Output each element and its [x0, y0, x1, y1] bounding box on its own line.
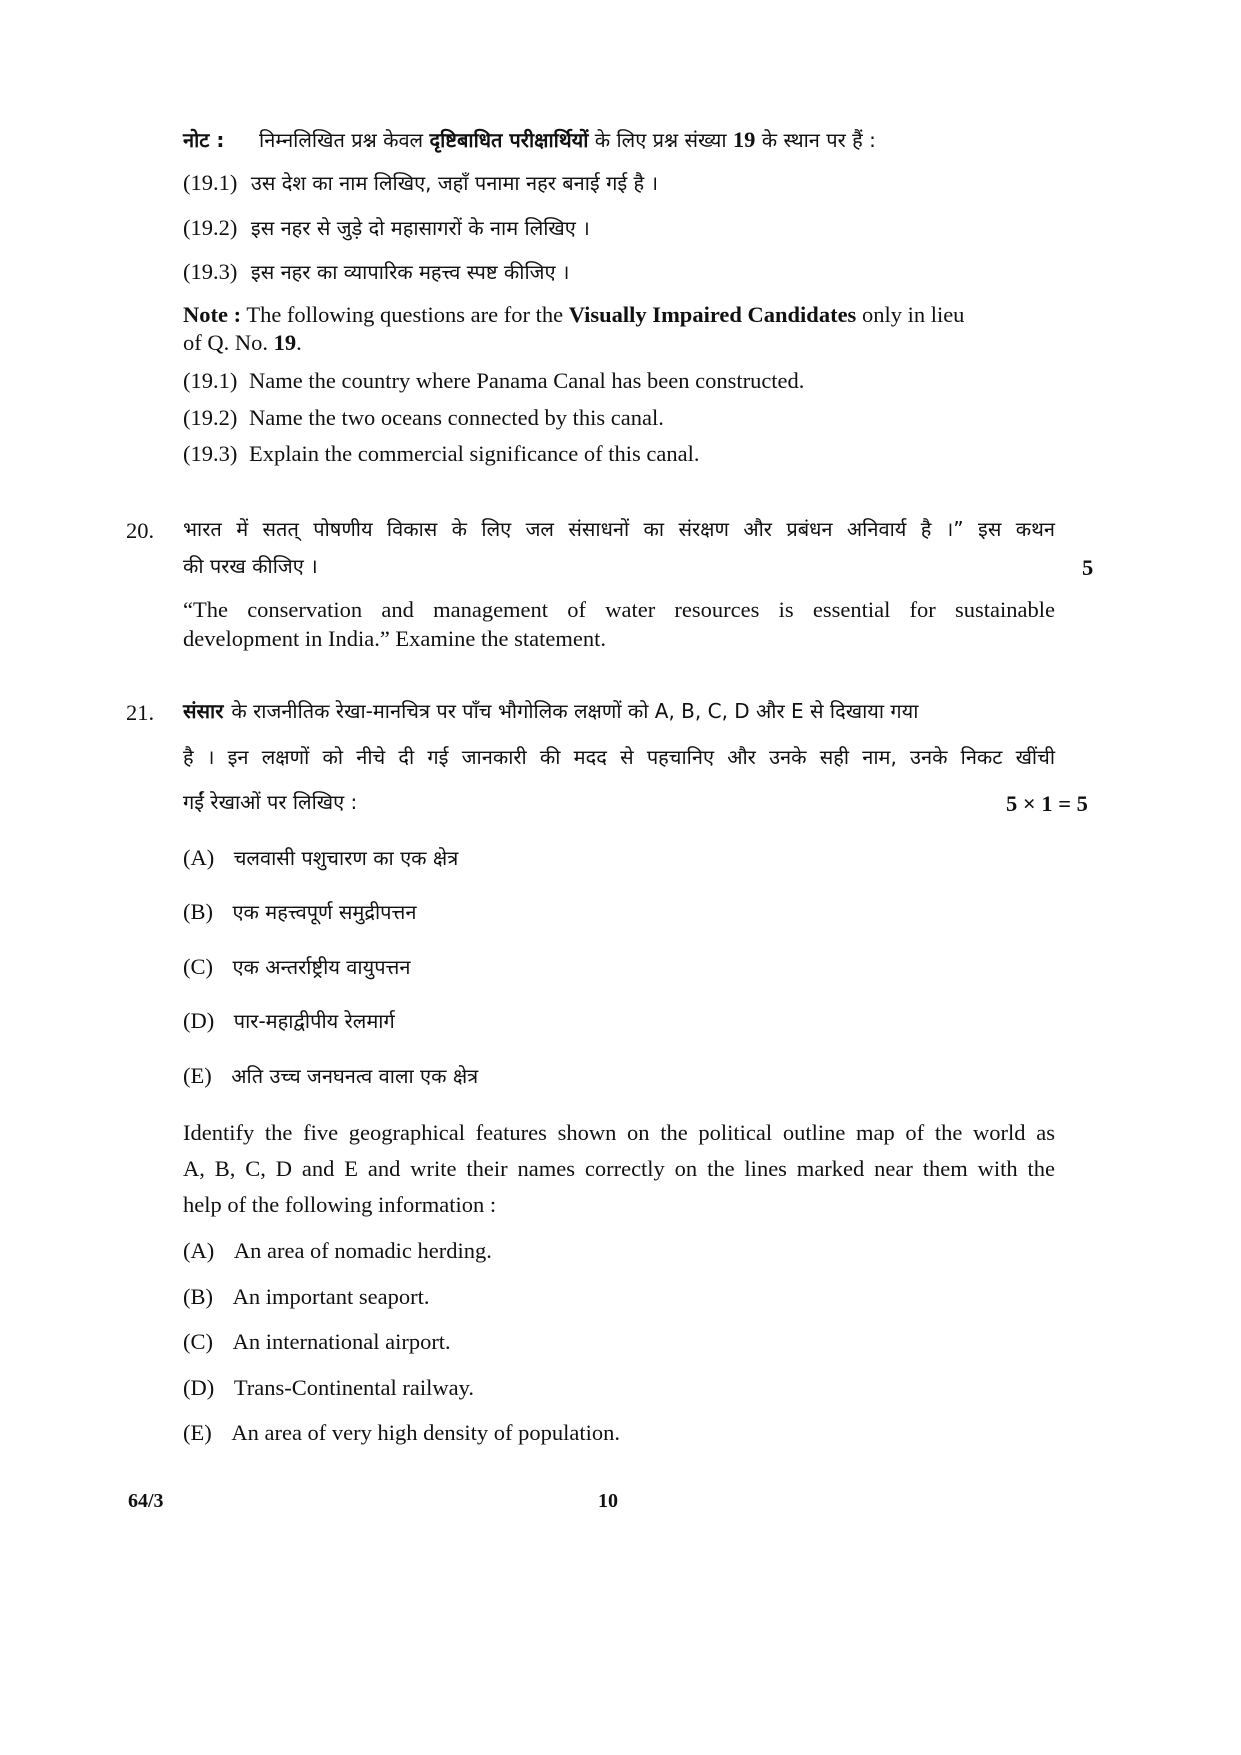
item-text: उस देश का नाम लिखिए, जहाँ पनामा नहर बनाई गई है ।	[250, 171, 659, 195]
q20-marks: 5	[1082, 555, 1094, 580]
q21-hi-item	[183, 1063, 478, 1089]
item-text: चलवासी पशुचारण का एक क्षेत्र	[233, 846, 459, 870]
item-number: (19.3)	[183, 441, 238, 466]
item-number: (B)	[183, 899, 213, 924]
note-en-item	[183, 441, 699, 467]
q21-number: 21.	[126, 700, 155, 725]
note-en-text-bold: Visually Impaired Candidates	[568, 302, 857, 327]
q20-en-line2: development in India.” Examine the statement.	[183, 626, 606, 651]
item-number: (19.2)	[183, 215, 238, 240]
q21-en-item	[183, 1329, 451, 1355]
item-number: (D)	[183, 1375, 215, 1400]
q20-hi-line1: भारत में सतत् पोषणीय विकास के लिए जल संसाधनों का संरक्षण और प्रबंधन अनिवार्य है ।” इस कथन	[183, 517, 1055, 541]
item-text: इस नहर से जुड़े दो महासागरों के नाम लिखिए ।	[250, 216, 590, 240]
note-hi-text-pre: निम्नलिखित प्रश्न केवल	[259, 128, 424, 152]
q20-en-line1: “The conservation and management of water resources is essential for sustainable	[183, 597, 1055, 622]
item-text: Explain the commercial significance of this canal.	[249, 441, 700, 466]
item-number: (19.1)	[183, 170, 238, 195]
note-en-line2-pre: of Q. No.	[183, 330, 268, 355]
q21-en-item	[183, 1420, 620, 1446]
q21-hi-item	[183, 899, 416, 925]
q21-en-line2: A, B, C, D and E and write their names correctly on the lines marked near them with the	[183, 1156, 1055, 1181]
page-number: 10	[598, 1490, 618, 1512]
note-en-qnum: 19	[273, 330, 297, 355]
q21-hi-item	[183, 845, 458, 871]
item-text: इस नहर का व्यापारिक महत्त्व स्पष्ट कीजिए ।	[250, 260, 570, 284]
item-number: (A)	[183, 1238, 215, 1263]
note-hi-qnum: 19	[732, 127, 756, 152]
q20-hi-line2: की परख कीजिए ।	[183, 554, 318, 578]
q21-hi-line3: गईं रेखाओं पर लिखिए :	[183, 790, 358, 814]
item-number: (C)	[183, 954, 213, 979]
note-hi-item	[183, 259, 569, 285]
note-en-label: Note :	[183, 302, 242, 327]
q21-en-line1: Identify the five geographical features shown on the political outline map of the world as	[183, 1120, 1055, 1145]
item-number: (B)	[183, 1284, 213, 1309]
note-hi-item	[183, 215, 590, 241]
note-hi-text-post: के स्थान पर हैं :	[761, 128, 876, 152]
item-number: (A)	[183, 845, 215, 870]
item-number: (19.1)	[183, 368, 238, 393]
note-hi-line	[183, 127, 876, 153]
item-text: An area of very high density of population.	[231, 1420, 621, 1445]
q21-hi-item	[183, 954, 410, 980]
note-hi-text-bold: दृष्टिबाधित परीक्षार्थियों	[429, 128, 589, 152]
q21-marks: 5 × 1 = 5	[1006, 791, 1088, 816]
item-text: एक अन्तर्राष्ट्रीय वायुपत्तन	[232, 955, 411, 979]
item-text: Name the country where Panama Canal has been constructed.	[249, 368, 805, 393]
note-en-line2	[183, 330, 302, 356]
item-text: अति उच्च जनघनत्व वाला एक क्षेत्र	[231, 1064, 479, 1088]
item-text: An international airport.	[232, 1329, 451, 1354]
q21-hi-line2: है । इन लक्षणों को नीचे दी गई जानकारी की मदद से पहचानिए और उनके सही नाम, उनके निकट खींची	[183, 745, 1055, 769]
note-en-line1	[183, 302, 964, 328]
note-hi-text-mid: के लिए प्रश्न संख्या	[594, 128, 727, 152]
q21-en-line3: help of the following information :	[183, 1192, 497, 1217]
q21-en-item	[183, 1375, 474, 1401]
item-text: Trans-Continental railway.	[233, 1375, 475, 1400]
item-text: An important seaport.	[232, 1284, 430, 1309]
note-en-item	[183, 405, 664, 431]
item-number: (D)	[183, 1008, 215, 1033]
note-en-text-post: only in lieu	[861, 302, 965, 327]
item-text: एक महत्त्वपूर्ण समुद्रीपत्तन	[232, 900, 417, 924]
note-en-text-pre: The following questions are for the	[246, 302, 564, 327]
item-text: पार-महाद्वीपीय रेलमार्ग	[233, 1009, 395, 1033]
q21-hi-item	[183, 1008, 395, 1034]
item-text: Name the two oceans connected by this canal.	[249, 405, 664, 430]
q21-en-item	[183, 1238, 492, 1264]
q21-hi-bold: संसार	[183, 699, 224, 723]
q20-number: 20.	[126, 518, 155, 543]
footer-code: 64/3	[128, 1490, 164, 1512]
item-number: (C)	[183, 1329, 213, 1354]
note-en-item	[183, 368, 804, 394]
q21-en-item	[183, 1284, 429, 1310]
item-number: (19.3)	[183, 259, 238, 284]
item-number: (E)	[183, 1420, 212, 1445]
note-hi-item	[183, 170, 658, 196]
item-number: (E)	[183, 1063, 212, 1088]
item-number: (19.2)	[183, 405, 238, 430]
note-en-line2-post: .	[296, 330, 302, 355]
q21-hi-line1	[183, 700, 1055, 723]
note-hi-label: नोट :	[183, 128, 225, 152]
item-text: An area of nomadic herding.	[233, 1238, 492, 1263]
q21-hi-line1-text: के राजनीतिक रेखा-मानचित्र पर पाँच भौगोलिक लक्षणों को A, B, C, D और E से दिखाया गया	[231, 699, 919, 723]
